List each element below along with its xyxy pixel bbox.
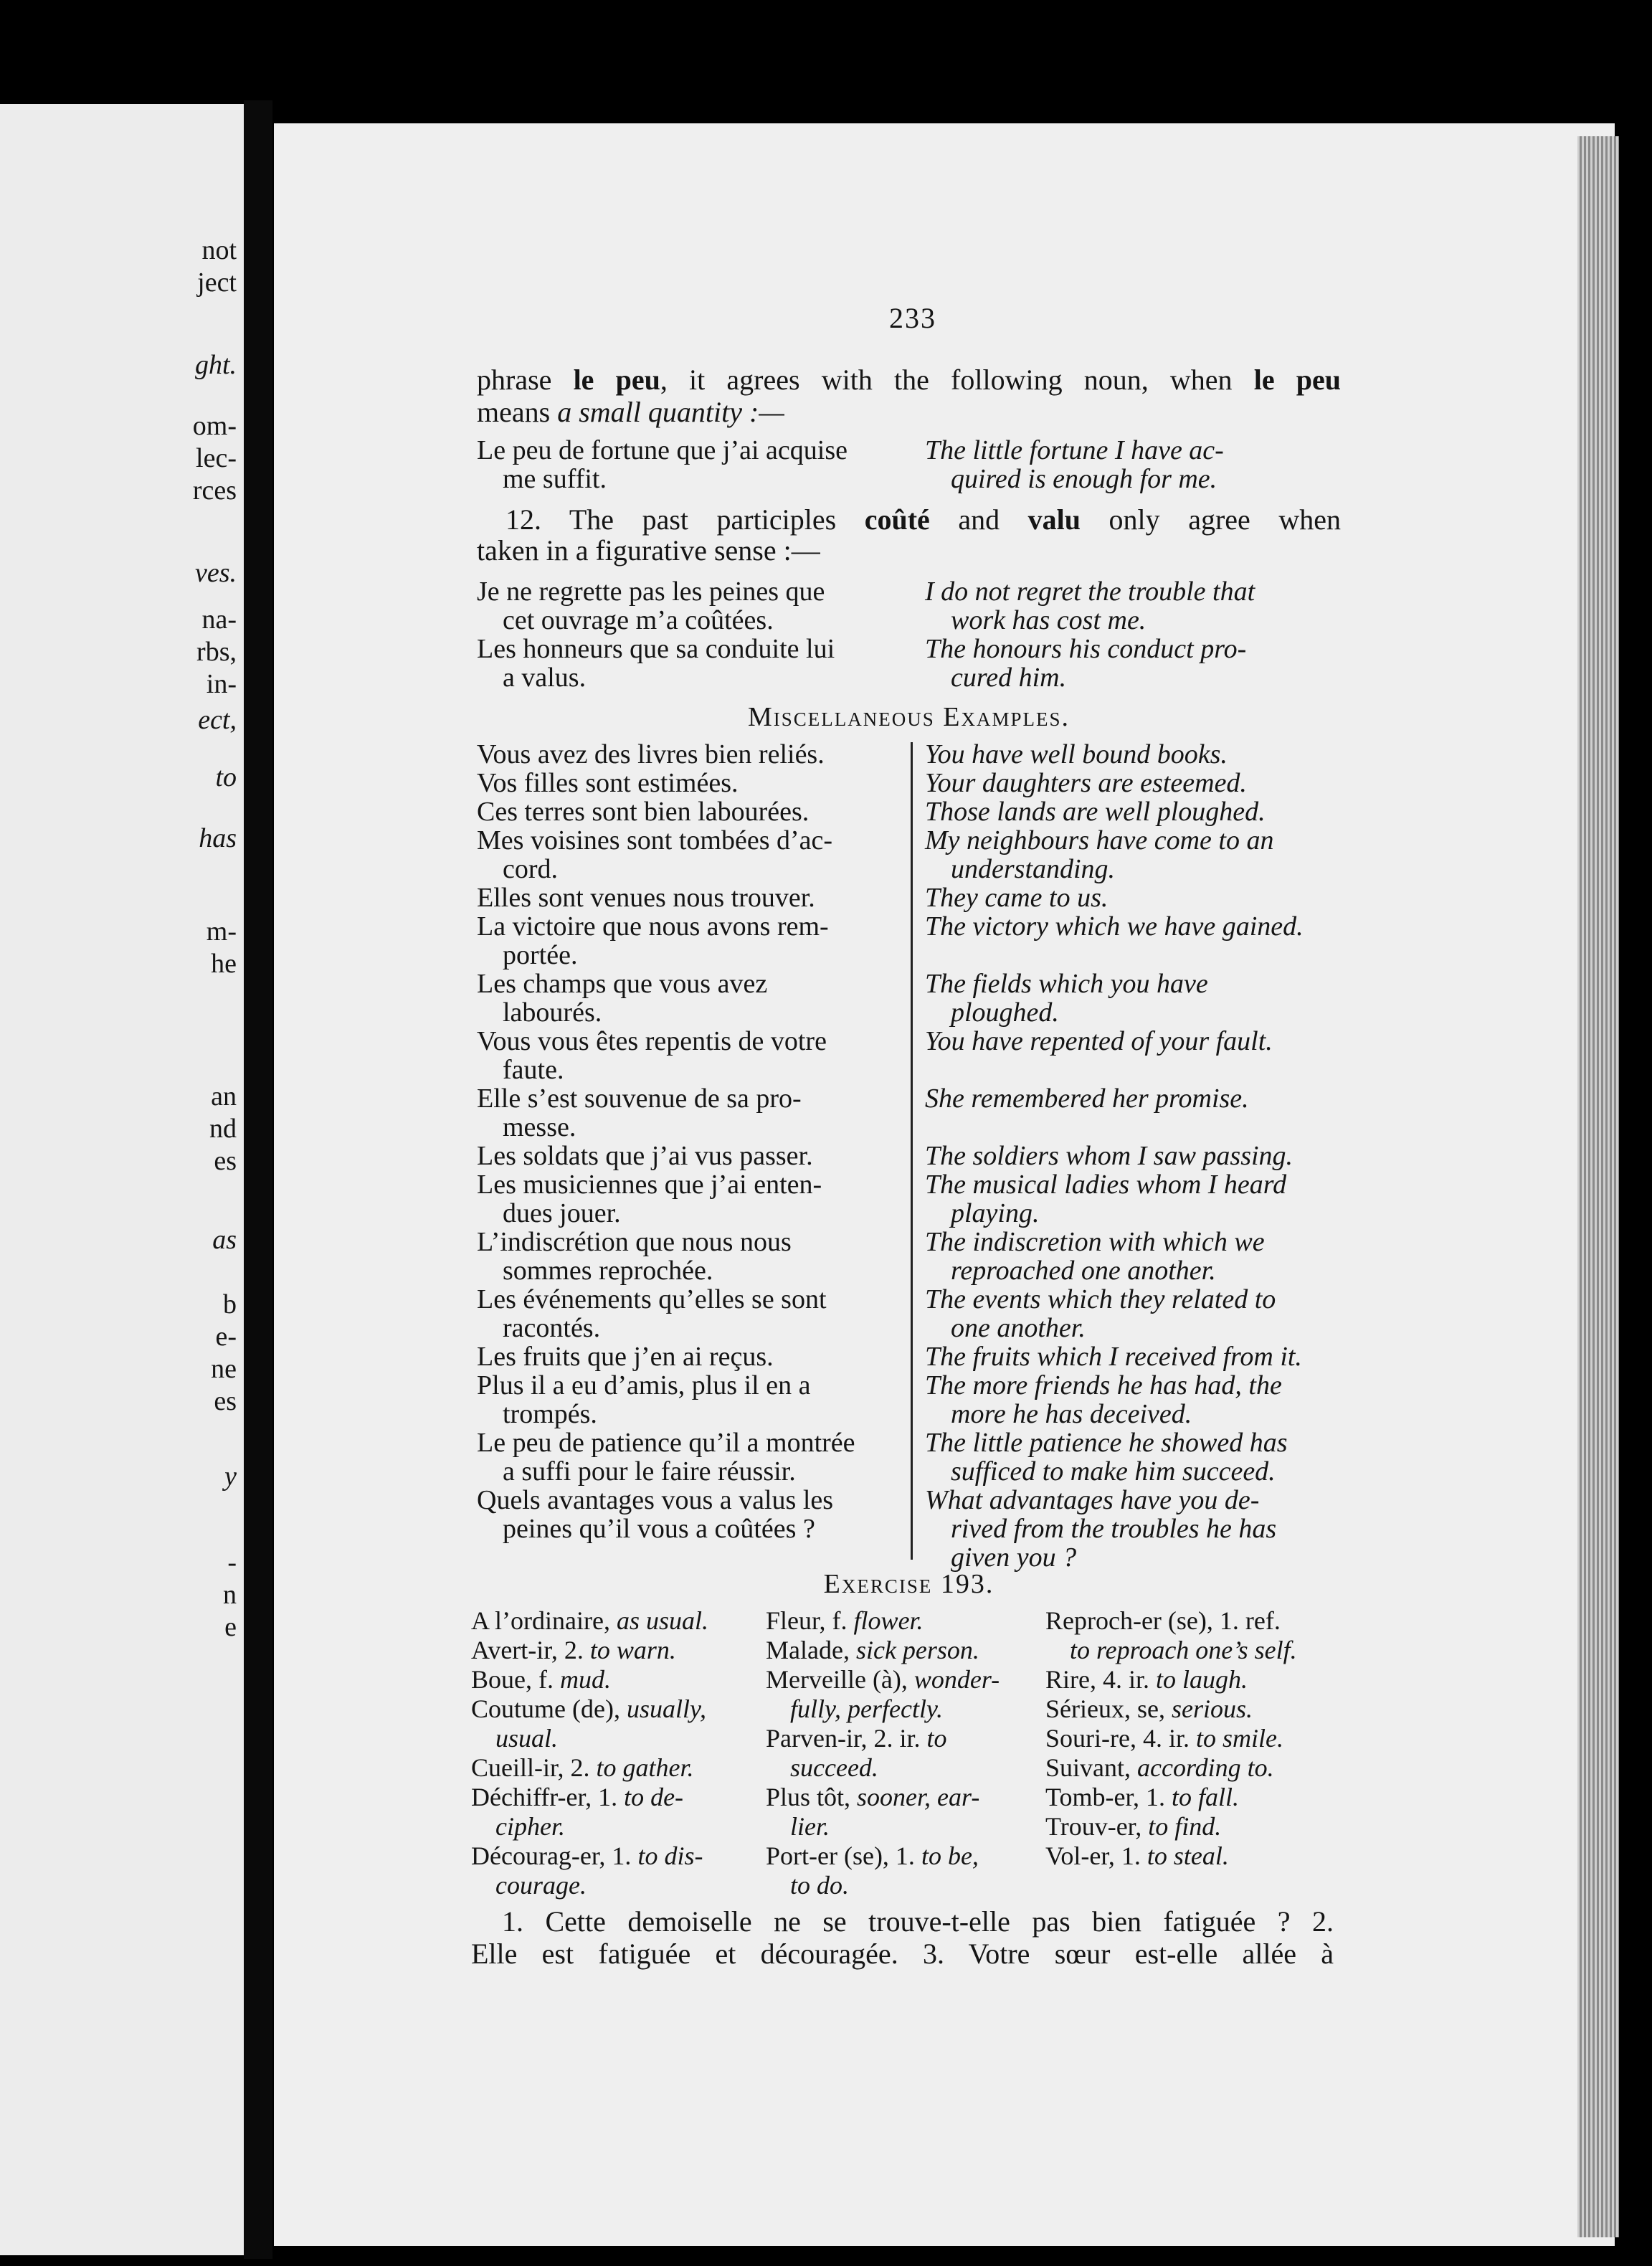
facing-page-text: in- bbox=[206, 669, 237, 699]
english-line: The victory which we have gained. bbox=[925, 911, 1304, 942]
vocabulary-word: Cueill-ir, 2. bbox=[471, 1753, 597, 1782]
vocabulary-meaning: usually, bbox=[626, 1694, 706, 1723]
english-line: My neighbours have come to an bbox=[925, 825, 1274, 855]
vocabulary-meaning: to bbox=[926, 1724, 947, 1753]
rule-12-example-2-french bbox=[477, 635, 914, 692]
vocabulary-meaning: to smile. bbox=[1195, 1724, 1283, 1753]
english-line: playing. bbox=[951, 1198, 1040, 1228]
misc-examples-heading: Miscellaneous Examples. bbox=[747, 702, 1071, 732]
vocabulary-meaning-continued: fully, perfectly. bbox=[790, 1694, 943, 1723]
french-line: racontés. bbox=[503, 1313, 601, 1343]
example-english bbox=[925, 1170, 1341, 1228]
facing-page-text: not bbox=[201, 235, 237, 265]
facing-page-text: ne bbox=[211, 1354, 237, 1384]
facing-page-text: es bbox=[214, 1146, 237, 1176]
vocabulary-column-3 bbox=[1045, 1606, 1347, 1871]
vocabulary-entry bbox=[1045, 1665, 1347, 1694]
example-english bbox=[925, 797, 1341, 826]
vocabulary-continuation bbox=[1045, 1636, 1347, 1665]
facing-page-text: ves. bbox=[194, 558, 237, 588]
example-french bbox=[477, 883, 914, 912]
example-french bbox=[477, 1027, 914, 1084]
vocabulary-word: Suivant, bbox=[1045, 1753, 1138, 1782]
french-line: cord. bbox=[503, 854, 559, 884]
facing-page-text: e bbox=[224, 1612, 237, 1642]
example-french bbox=[477, 1228, 914, 1285]
english-line: The fields which you have bbox=[925, 969, 1208, 999]
example-french bbox=[477, 970, 914, 1027]
vocabulary-word: Coutume (de), bbox=[471, 1694, 627, 1723]
french-line: Le peu de fortune que j’ai acquise bbox=[477, 435, 848, 465]
exercise-line-1: 1. Cette demoiselle ne se trouve-t-elle pas bien fatiguée ? 2. bbox=[502, 1905, 1334, 1938]
example-english bbox=[925, 1342, 1341, 1371]
example-french bbox=[477, 797, 914, 826]
facing-page-text: - bbox=[227, 1547, 237, 1578]
vocabulary-entry bbox=[766, 1783, 1042, 1812]
example-le-peu-french bbox=[477, 436, 914, 493]
example-english bbox=[925, 970, 1341, 1027]
vocabulary-meaning: flower. bbox=[853, 1606, 924, 1635]
vocabulary-word: Vol-er, 1. bbox=[1045, 1841, 1147, 1870]
vocabulary-word: Boue, f. bbox=[471, 1665, 560, 1694]
example-french bbox=[477, 1371, 914, 1428]
english-line: Your daughters are esteemed. bbox=[925, 768, 1247, 798]
vocabulary-entry bbox=[471, 1753, 761, 1783]
vocabulary-meaning-continued: courage. bbox=[495, 1871, 587, 1900]
example-english bbox=[925, 1027, 1341, 1084]
vocabulary-word: Merveille (à), bbox=[766, 1665, 914, 1694]
vocabulary-entry bbox=[1045, 1812, 1347, 1841]
french-line: Vous avez des livres bien reliés. bbox=[477, 739, 825, 769]
vocabulary-meaning: sick person. bbox=[855, 1636, 979, 1664]
example-english bbox=[925, 769, 1341, 797]
facing-page-text: y bbox=[224, 1461, 237, 1492]
vocabulary-entry bbox=[471, 1606, 761, 1636]
french-line: Vos filles sont estimées. bbox=[477, 768, 739, 798]
vocabulary-meaning: to be, bbox=[921, 1841, 979, 1870]
vocabulary-word: Malade, bbox=[766, 1636, 856, 1664]
facing-page-text: na- bbox=[201, 605, 237, 635]
example-french bbox=[477, 826, 914, 883]
facing-page-text: n bbox=[223, 1580, 237, 1610]
english-line: one another. bbox=[951, 1313, 1086, 1343]
english-line: rived from the troubles he has bbox=[951, 1514, 1277, 1544]
english-line: The fruits which I received from it. bbox=[925, 1342, 1302, 1372]
vocabulary-word: Déchiffr-er, 1. bbox=[471, 1783, 625, 1811]
vocabulary-meaning: to fall. bbox=[1172, 1783, 1240, 1811]
term-coute: coûté bbox=[864, 503, 930, 536]
facing-page-text: m- bbox=[206, 916, 237, 947]
french-line: Les honneurs que sa conduite lui bbox=[477, 634, 835, 664]
vocabulary-entry bbox=[1045, 1606, 1347, 1636]
term-valu: valu bbox=[1027, 503, 1081, 536]
vocabulary-continuation bbox=[766, 1812, 1042, 1841]
french-line: trompés. bbox=[503, 1399, 597, 1429]
intro-text: phrase bbox=[477, 364, 574, 396]
example-french bbox=[477, 1170, 914, 1228]
vocabulary-entry bbox=[766, 1665, 1042, 1694]
vocabulary-meaning: as usual. bbox=[616, 1606, 708, 1635]
example-le-peu-english bbox=[925, 436, 1341, 493]
english-line: quired is enough for me. bbox=[951, 464, 1217, 494]
facing-page-text: he bbox=[211, 949, 237, 979]
facing-page-text: an bbox=[211, 1081, 237, 1111]
vocabulary-word: Avert-ir, 2. bbox=[471, 1636, 590, 1664]
english-line bbox=[925, 1056, 1341, 1084]
vocabulary-meaning: to de- bbox=[624, 1783, 684, 1811]
english-line: They came to us. bbox=[925, 883, 1109, 913]
french-line: Plus il a eu d’amis, plus il en a bbox=[477, 1370, 811, 1400]
vocabulary-meaning: to steal. bbox=[1147, 1841, 1229, 1870]
vocabulary-meaning: wonder- bbox=[913, 1665, 1000, 1694]
term-le-peu: le peu bbox=[573, 364, 660, 396]
french-line: messe. bbox=[503, 1112, 576, 1142]
example-french bbox=[477, 1342, 914, 1371]
vocabulary-entry bbox=[1045, 1694, 1347, 1724]
english-line: understanding. bbox=[951, 854, 1116, 884]
vocabulary-word: Port-er (se), 1. bbox=[766, 1841, 921, 1870]
french-line: Elles sont venues nous trouver. bbox=[477, 883, 815, 913]
english-line: Those lands are well ploughed. bbox=[925, 797, 1266, 827]
example-french bbox=[477, 740, 914, 769]
intro-text: , it agrees with the following noun, when bbox=[660, 364, 1254, 396]
example-english bbox=[925, 1486, 1341, 1572]
vocabulary-word: Souri-re, 4. ir. bbox=[1045, 1724, 1196, 1753]
rule-12-example-2-english bbox=[925, 635, 1341, 692]
facing-page-text: lec- bbox=[196, 443, 237, 473]
example-english bbox=[925, 826, 1341, 883]
vocabulary-word: Tomb-er, 1. bbox=[1045, 1783, 1172, 1811]
french-line: a valus. bbox=[503, 663, 587, 693]
french-line: Mes voisines sont tombées d’ac- bbox=[477, 825, 833, 855]
example-english bbox=[925, 1228, 1341, 1285]
rule-text: 12. The past participles bbox=[505, 503, 865, 536]
vocabulary-meaning: to warn. bbox=[589, 1636, 676, 1664]
facing-page-text: b bbox=[223, 1289, 237, 1319]
vocabulary-entry bbox=[766, 1606, 1042, 1636]
example-english bbox=[925, 740, 1341, 769]
vocabulary-word: Rire, 4. ir. bbox=[1045, 1665, 1156, 1694]
english-line: You have well bound books. bbox=[925, 739, 1228, 769]
french-line: Je ne regrette pas les peines que bbox=[477, 577, 825, 607]
book-gutter bbox=[244, 100, 272, 2259]
vocabulary-entry bbox=[1045, 1724, 1347, 1753]
english-line bbox=[925, 941, 1341, 970]
english-line: The more friends he has had, the bbox=[925, 1370, 1282, 1400]
vocabulary-word: Décourag-er, 1. bbox=[471, 1841, 638, 1870]
vocabulary-word: Trouv-er, bbox=[1045, 1812, 1149, 1841]
english-line: The honours his conduct pro- bbox=[925, 634, 1247, 664]
facing-page-text: to bbox=[215, 762, 237, 792]
english-line: ploughed. bbox=[951, 997, 1059, 1028]
vocabulary-continuation bbox=[471, 1724, 761, 1753]
french-line: Les fruits que j’en ai reçus. bbox=[477, 1342, 774, 1372]
misc-examples-french-column bbox=[477, 740, 914, 1572]
english-line: The little fortune I have ac- bbox=[925, 435, 1224, 465]
french-line: Vous vous êtes repentis de votre bbox=[477, 1026, 827, 1056]
vocabulary-entry bbox=[766, 1636, 1042, 1665]
example-english bbox=[925, 1428, 1341, 1486]
example-english bbox=[925, 883, 1341, 912]
french-line: faute. bbox=[503, 1055, 564, 1085]
intro-text: means bbox=[477, 396, 558, 428]
french-line bbox=[477, 1543, 914, 1572]
vocabulary-continuation bbox=[766, 1694, 1042, 1724]
page-edge bbox=[1577, 136, 1619, 2237]
vocabulary-entry bbox=[766, 1841, 1042, 1871]
vocabulary-entry bbox=[471, 1665, 761, 1694]
facing-page-text: es bbox=[214, 1386, 237, 1416]
rule-12-line-1 bbox=[505, 503, 1341, 536]
english-line: What advantages have you de- bbox=[925, 1485, 1260, 1515]
vocabulary-entry bbox=[766, 1724, 1042, 1753]
vocabulary-meaning: to laugh. bbox=[1155, 1665, 1248, 1694]
french-line: Les champs que vous avez bbox=[477, 969, 768, 999]
english-line: more he has deceived. bbox=[951, 1399, 1192, 1429]
english-line: given you ? bbox=[951, 1542, 1077, 1573]
rule-text: only agree when bbox=[1081, 503, 1341, 536]
english-line: The indiscretion with which we bbox=[925, 1227, 1265, 1257]
term-le-peu: le peu bbox=[1253, 364, 1341, 396]
vocabulary-word: Fleur, f. bbox=[766, 1606, 854, 1635]
vocabulary-meaning-continued: succeed. bbox=[790, 1753, 878, 1782]
vocabulary-meaning: according to. bbox=[1137, 1753, 1274, 1782]
rule-12-example-1-english bbox=[925, 577, 1341, 635]
french-line: portée. bbox=[503, 940, 578, 970]
french-line: sommes reprochée. bbox=[503, 1256, 713, 1286]
intro-line-1 bbox=[477, 366, 1341, 394]
facing-page-text: has bbox=[199, 823, 237, 853]
intro-italic: a small quantity :— bbox=[557, 396, 784, 428]
french-line: Les soldats que j’ai vus passer. bbox=[477, 1141, 813, 1171]
french-line: a suffi pour le faire réussir. bbox=[503, 1456, 796, 1487]
example-english bbox=[925, 1285, 1341, 1342]
french-line: Le peu de patience qu’il a montrée bbox=[477, 1428, 855, 1458]
rule-12-example-1-french bbox=[477, 577, 914, 635]
french-line: me suffit. bbox=[503, 464, 607, 494]
facing-page-text: om- bbox=[192, 411, 237, 441]
misc-examples-english-column bbox=[925, 740, 1341, 1572]
vocabulary-entry bbox=[1045, 1783, 1347, 1812]
vocabulary-continuation bbox=[766, 1753, 1042, 1783]
example-french bbox=[477, 912, 914, 970]
exercise-heading: Exercise 193. bbox=[823, 1569, 994, 1599]
vocabulary-column-1 bbox=[471, 1606, 761, 1900]
example-french bbox=[477, 1285, 914, 1342]
facing-page-text: rbs, bbox=[196, 637, 237, 667]
french-line: Les musiciennes que j’ai enten- bbox=[477, 1170, 822, 1200]
vocabulary-column-2 bbox=[766, 1606, 1042, 1900]
english-line: The musical ladies whom I heard bbox=[925, 1170, 1287, 1200]
facing-page-text: nd bbox=[209, 1114, 237, 1144]
english-line: reproached one another. bbox=[951, 1256, 1216, 1286]
french-line: Les événements qu’elles se sont bbox=[477, 1284, 827, 1314]
vocabulary-meaning: to dis- bbox=[637, 1841, 703, 1870]
french-line: L’indiscrétion que nous nous bbox=[477, 1227, 792, 1257]
english-line: cured him. bbox=[951, 663, 1067, 693]
facing-page-text: as bbox=[212, 1225, 237, 1255]
french-line: cet ouvrage m’a coûtées. bbox=[503, 605, 774, 635]
example-french bbox=[477, 1428, 914, 1486]
vocabulary-meaning: mud. bbox=[559, 1665, 611, 1694]
vocabulary-entry bbox=[471, 1636, 761, 1665]
facing-page-text: e- bbox=[215, 1322, 237, 1352]
vocabulary-meaning-continued: to reproach one’s self. bbox=[1070, 1636, 1297, 1664]
vocabulary-meaning-continued: cipher. bbox=[495, 1812, 565, 1841]
facing-page-text: ject bbox=[197, 267, 237, 298]
english-line bbox=[925, 1113, 1341, 1142]
facing-page-text: rces bbox=[192, 475, 237, 506]
vocabulary-continuation bbox=[471, 1812, 761, 1841]
facing-page-fragment bbox=[0, 104, 244, 2255]
english-line: You have repented of your fault. bbox=[925, 1026, 1273, 1056]
english-line: The events which they related to bbox=[925, 1284, 1276, 1314]
vocabulary-meaning: sooner, ear- bbox=[857, 1783, 980, 1811]
french-line: Ces terres sont bien labourées. bbox=[477, 797, 810, 827]
exercise-line-2: Elle est fatiguée et découragée. 3. Votre sœur est-elle allée à bbox=[471, 1938, 1334, 1970]
example-french bbox=[477, 1142, 914, 1170]
facing-page-text: ght. bbox=[194, 350, 237, 380]
english-line: work has cost me. bbox=[951, 605, 1147, 635]
intro-line-2 bbox=[477, 398, 784, 427]
vocabulary-meaning: to gather. bbox=[596, 1753, 694, 1782]
french-line: Elle s’est souvenue de sa pro- bbox=[477, 1084, 802, 1114]
french-line: peines qu’il vous a coûtées ? bbox=[503, 1514, 815, 1544]
vocabulary-entry bbox=[471, 1694, 761, 1724]
vocabulary-meaning: serious. bbox=[1171, 1694, 1253, 1723]
vocabulary-word: Plus tôt, bbox=[766, 1783, 858, 1811]
example-french bbox=[477, 1486, 914, 1572]
vocabulary-meaning: to find. bbox=[1148, 1812, 1222, 1841]
facing-page-text: ect, bbox=[198, 705, 237, 735]
vocabulary-meaning-continued: usual. bbox=[495, 1724, 559, 1753]
example-english bbox=[925, 1084, 1341, 1142]
page-number: 233 bbox=[889, 302, 936, 334]
english-line: sufficed to make him succeed. bbox=[951, 1456, 1276, 1487]
french-line: Quels avantages vous a valus les bbox=[477, 1485, 834, 1515]
vocabulary-meaning-continued: to do. bbox=[790, 1871, 850, 1900]
vocabulary-entry bbox=[1045, 1841, 1347, 1871]
vocabulary-entry bbox=[471, 1841, 761, 1871]
vocabulary-entry bbox=[471, 1783, 761, 1812]
vocabulary-entry bbox=[1045, 1753, 1347, 1783]
french-line: dues jouer. bbox=[503, 1198, 621, 1228]
vocabulary-meaning-continued: lier. bbox=[790, 1812, 830, 1841]
vocabulary-word: Reproch-er (se), 1. ref. bbox=[1045, 1606, 1281, 1635]
english-line: I do not regret the trouble that bbox=[925, 577, 1255, 607]
english-line: She remembered her promise. bbox=[925, 1084, 1249, 1114]
example-english bbox=[925, 1371, 1341, 1428]
french-line: La victoire que nous avons rem- bbox=[477, 911, 829, 942]
example-french bbox=[477, 769, 914, 797]
rule-text: and bbox=[929, 503, 1028, 536]
english-line: The soldiers whom I saw passing. bbox=[925, 1141, 1293, 1171]
vocabulary-word: Sérieux, se, bbox=[1045, 1694, 1172, 1723]
vocabulary-continuation bbox=[471, 1871, 761, 1900]
example-english bbox=[925, 1142, 1341, 1170]
rule-12-line-2: taken in a figurative sense :— bbox=[477, 534, 820, 566]
vocabulary-continuation bbox=[766, 1871, 1042, 1900]
example-french bbox=[477, 1084, 914, 1142]
vocabulary-word: A l’ordinaire, bbox=[471, 1606, 617, 1635]
vocabulary-word: Parven-ir, 2. ir. bbox=[766, 1724, 927, 1753]
example-english bbox=[925, 912, 1341, 970]
english-line: The little patience he showed has bbox=[925, 1428, 1288, 1458]
french-line: labourés. bbox=[503, 997, 602, 1028]
